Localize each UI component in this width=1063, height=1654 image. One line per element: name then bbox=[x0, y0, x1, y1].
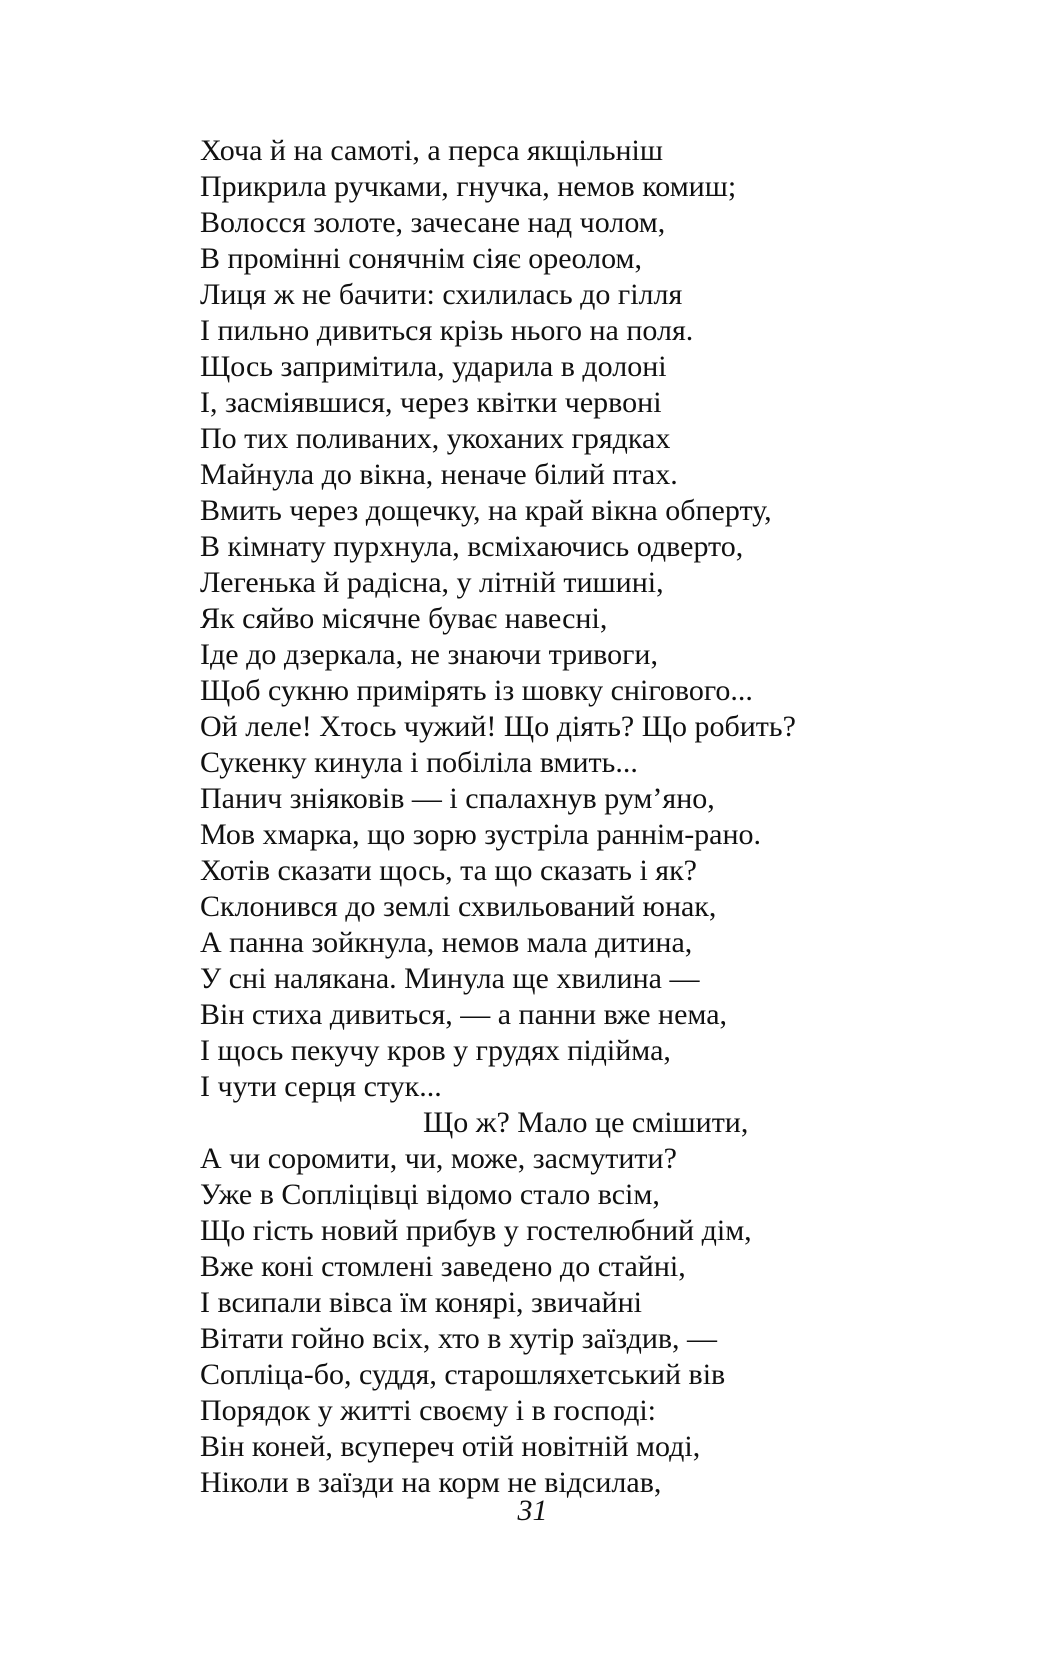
poem-line: І, засміявшися, через квітки червоні bbox=[200, 386, 662, 419]
poem-line: Уже в Сопліцівці відомо стало всім, bbox=[200, 1178, 660, 1211]
poem-line: Волосся золоте, зачесане над чолом, bbox=[200, 206, 666, 239]
poem-line: В кімнату пурхнула, всміхаючись одверто, bbox=[200, 530, 744, 563]
poem-line: Щось запримітила, ударила в долоні bbox=[200, 350, 667, 383]
poem-line: Вже коні стомлені заведено до стайні, bbox=[200, 1250, 686, 1283]
poem-line: Іде до дзеркала, не знаючи тривоги, bbox=[200, 638, 658, 671]
poem-line: І всипали вівса їм конярі, звичайні bbox=[200, 1286, 642, 1319]
poem-line: Склонився до землі схвильований юнак, bbox=[200, 890, 717, 923]
poem-line: Мов хмарка, що зорю зустріла раннім-рано. bbox=[200, 818, 762, 851]
poem-line: У сні налякана. Минула ще хвилина — bbox=[200, 962, 700, 995]
poem-line: Він стиха дивиться, — а панни вже нема, bbox=[200, 998, 728, 1031]
poem-line: Майнула до вікна, неначе білий птах. bbox=[200, 458, 678, 491]
poem-line: Як сяйво місячне буває навесні, bbox=[200, 602, 608, 635]
poem-line: Що гість новий прибув у гостелюбний дім, bbox=[200, 1214, 752, 1247]
poem-line: Вітати гойно всіх, хто в хутір заїздив, — bbox=[200, 1322, 718, 1355]
poem-line: Вмить через дощечку, на край вікна обперту, bbox=[200, 494, 772, 527]
poem-line: І чути серця стук... bbox=[200, 1070, 442, 1103]
poem-line: А чи соромити, чи, може, засмутити? bbox=[200, 1142, 677, 1175]
poem-line: Лиця ж не бачити: схилилась до гілля bbox=[200, 278, 683, 311]
poem-line: Панич зніяковів — і спалахнув рум’яно, bbox=[200, 782, 715, 815]
poem-line: Легенька й радісна, у літній тишині, bbox=[200, 566, 664, 599]
poem-line: А панна зойкнула, немов мала дитина, bbox=[200, 926, 693, 959]
poem-line: Хоча й на самоті, а перса якщільніш bbox=[200, 134, 663, 167]
poem-line: Сукенку кинула і побіліла вмить... bbox=[200, 746, 638, 779]
poem-line: Порядок у житті своєму і в господі: bbox=[200, 1394, 657, 1427]
poem-line: По тих поливаних, укоханих грядках bbox=[200, 422, 671, 455]
poem-line: Прикрила ручками, гнучка, немов комиш; bbox=[200, 170, 737, 203]
poem-line: І щось пекучу кров у грудях підійма, bbox=[200, 1034, 671, 1067]
poem-line: В промінні сонячнім сіяє ореолом, bbox=[200, 242, 643, 275]
poem-line: І пильно дивиться крізь нього на поля. bbox=[200, 314, 694, 347]
poem-line: Ой леле! Хтось чужий! Що діять? Що робить? bbox=[200, 710, 796, 743]
poem-line: Хотів сказати щось, та що сказать і як? bbox=[200, 854, 697, 887]
page-number: 31 bbox=[517, 1494, 548, 1527]
poem-line-indented: Що ж? Мало це смішити, bbox=[423, 1106, 749, 1139]
poem-line: Сопліца-бо, суддя, старошляхетський вів bbox=[200, 1358, 726, 1391]
poem-text bbox=[200, 133, 960, 1501]
poem-line: Ніколи в заїзди на корм не відсилав, bbox=[200, 1466, 662, 1499]
poem-line: Щоб сукню примірять із шовку снігового... bbox=[200, 674, 753, 707]
poem-line: Він коней, всупереч отій новітній моді, bbox=[200, 1430, 701, 1463]
